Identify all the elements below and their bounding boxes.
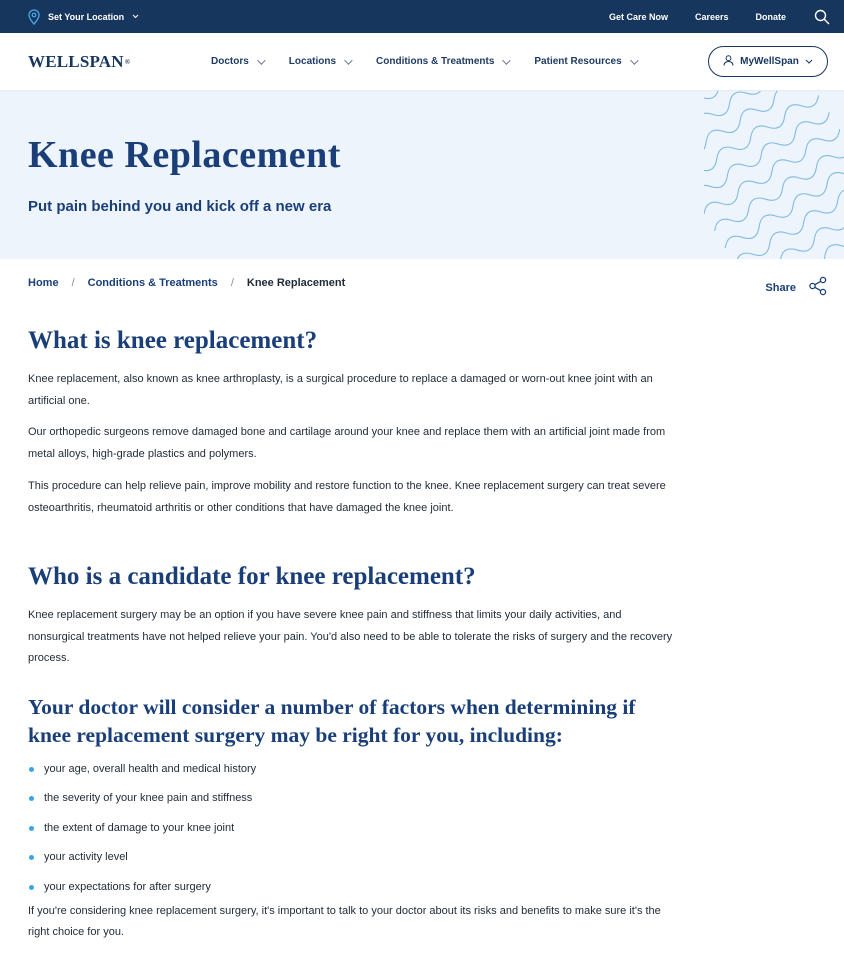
location-pin-icon [28, 9, 40, 25]
user-icon [723, 55, 734, 69]
paragraph-consult: If you're considering knee replacement surgery, it's important to talk to your doctor about its risks and benefits to make sure it's the right choice for you. [28, 904, 661, 939]
breadcrumb-separator: / [230, 277, 234, 289]
logo-text: WELLSPAN [28, 51, 124, 71]
breadcrumb-conditions-treatments[interactable]: Conditions & Treatments [87, 277, 218, 289]
nav-item-doctors[interactable] [211, 56, 263, 67]
paragraph-procedure: Our orthopedic surgeons remove damaged bone and cartilage around your knee and replace them with an artificial joint made from metal alloys, high-grade plastics and polymers. [28, 426, 666, 460]
careers-link[interactable]: Careers [694, 11, 729, 22]
list-item: the severity of your knee pain and stiffness [28, 790, 673, 806]
chevron-down-icon [132, 14, 139, 19]
breadcrumb-current: Knee Replacement [246, 277, 346, 289]
chevron-down-icon [344, 56, 352, 64]
nav-item-conditions-treatments[interactable] [376, 56, 508, 67]
nav-item-locations[interactable] [289, 56, 350, 67]
breadcrumb-home[interactable]: Home [28, 277, 59, 289]
nav-item-label: Conditions & Treatments [376, 56, 495, 67]
mywellspan-label: MyWellSpan [740, 56, 799, 67]
mywellspan-button[interactable] [708, 46, 828, 77]
get-care-now-link[interactable]: Get Care Now [608, 11, 668, 22]
donate-link[interactable]: Donate [755, 11, 786, 22]
article-content [28, 326, 673, 944]
share-label: Share [765, 281, 796, 294]
location-label: Set Your Location [48, 11, 125, 22]
nav-item-label: Doctors [211, 56, 249, 67]
list-item: your activity level [28, 849, 673, 865]
nav-item-patient-resources[interactable] [534, 56, 635, 67]
breadcrumb [28, 277, 345, 289]
utility-links [582, 9, 830, 25]
logo-mark: ® [124, 57, 131, 66]
hero-banner [0, 91, 844, 259]
section-heading-what-is: What is knee replacement? [28, 327, 318, 354]
paragraph-definition: Knee replacement, also known as knee arthroplasty, is a surgical procedure to replace a damaged or worn-out knee joint with an artificial one. [28, 373, 653, 407]
list-item: your age, overall health and medical history [28, 761, 673, 777]
nav-item-label: Locations [288, 56, 337, 67]
list-item: the extent of damage to your knee joint [28, 820, 673, 836]
list-item: your expectations for after surgery [28, 879, 673, 895]
chevron-down-icon [503, 56, 511, 64]
wellspan-logo[interactable] [28, 52, 178, 72]
main-nav [0, 33, 844, 91]
wave-pattern [704, 91, 844, 259]
page-title: Knee Replacement [28, 134, 341, 176]
paragraph-benefits: This procedure can help relieve pain, improve mobility and restore function to the knee. Knee replacement surgery can treat severe osteoarthritis, rheumatoid arthritis or other conditions that have damaged the knee joint. [28, 480, 666, 514]
section-heading-candidate: Who is a candidate for knee replacement? [28, 563, 476, 590]
set-location-button[interactable] [28, 9, 139, 25]
share-button[interactable] [765, 276, 828, 299]
paragraph-candidate: Knee replacement surgery may be an option if you have severe knee pain and stiffness that limits your daily activities, and nonsurgical treatments have not helped relieve your pain. You'd also need to be able to tolerate the risks of surgery and the recovery process. [28, 609, 673, 664]
section-heading-factors: Your doctor will consider a number of factors when determining if knee replacement surgery may be right for you, including: [28, 694, 636, 747]
chevron-down-icon [257, 56, 265, 64]
chevron-down-icon [630, 56, 638, 64]
search-icon[interactable] [814, 9, 830, 25]
factors-list [28, 761, 673, 895]
page-subtitle: Put pain behind you and kick off a new era [28, 198, 332, 215]
share-icon [808, 276, 828, 299]
chevron-down-icon [805, 56, 813, 67]
nav-item-label: Patient Resources [534, 56, 622, 67]
breadcrumb-separator: / [71, 277, 75, 289]
nav-links [211, 56, 662, 67]
utility-bar [0, 0, 844, 33]
